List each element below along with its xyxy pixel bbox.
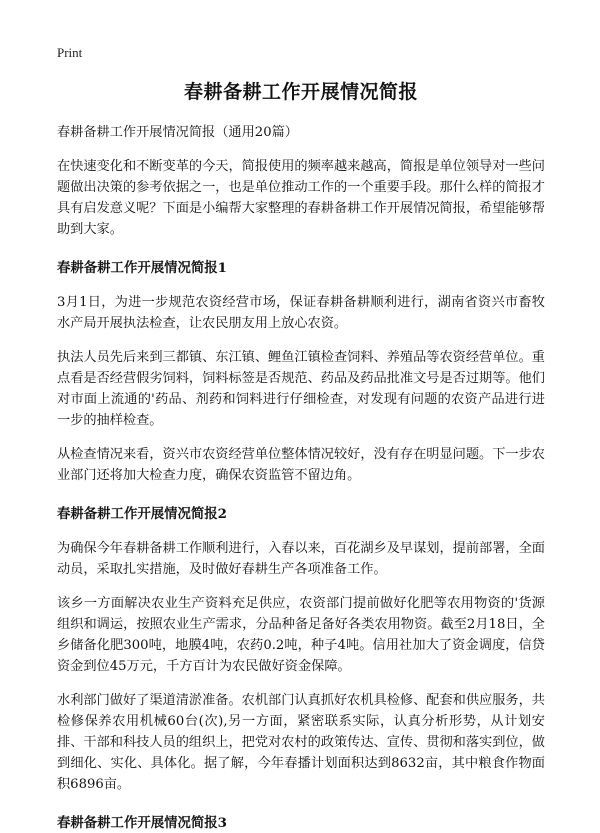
section-1-heading: 春耕备耕工作开展情况简报1 xyxy=(57,260,228,276)
page-title: 春耕备耕工作开展情况简报 xyxy=(183,81,418,103)
section-1-paragraph-2: 执法人员先后来到三都镇、东江镇、鲤鱼江镇检查饲料、养殖品等农资经营单位。重点看是否经营假劣饲料，饲料标签是否规范、药品及药品批准文号是否过期等。他们对市面上流通的'药品、剂药和饲料进行仔细检查，对发现有问题的农资产品进行进一步的抽样检查。 xyxy=(57,350,545,428)
intro-paragraph: 在快速变化和不断变革的今天，简报使用的频率越来越高，简报是单位领导对一些问题做出决策的参考依据之一，也是单位推动工作的一个重要手段。那什么样的简报才具有启发意义呢？下面是小编帮大家整理的春耕备耕工作开展情况简报，希望能够帮助到大家。 xyxy=(57,159,545,237)
section-1-paragraph-1: 3月1日，为进一步规范农资经营市场，保证春耕备耕顺利进行，湖南省资兴市畜牧水产局开展执法检查，让农民朋友用上放心农资。 xyxy=(57,295,545,331)
section-3-heading: 春耕备耕工作开展情况简报3 xyxy=(57,815,228,831)
section-2-paragraph-3: 水利部门做好了渠道清淤准备。农机部门认真抓好农机具检修、配套和供应服务，共检修保养农用机械60台(次),另一方面，紧密联系实际，认真分析形势，从计划安排、干部和科技人员的组织上，把党对农村的政策传达、宣传、贯彻和落实到位，做到细化、实化、具体化。据了解，今年春播计划面积达到8632亩，其中粮食作物面积6896亩。 xyxy=(57,693,545,792)
section-2-paragraph-2: 该乡一方面解决农业生产资料充足供应，农资部门提前做好化肥等农用物资的'货源组织和调运，按照农业生产需求，分品种备足备好各类农用物资。截至2月18日，全乡储备化肥300吨，地膜4吨，农药0.2吨，种子4吨。信用社加大了资金调度，信贷资金到位45万元，千方百计为农民做好资金保障。 xyxy=(57,596,545,674)
section-2-paragraph-1: 为确保今年春耕备耕工作顺利进行，入春以来，百花湖乡及早谋划，提前部署，全面动员，采取扎实措施，及时做好春耕生产各项准备工作。 xyxy=(57,541,545,577)
document-subtitle: 春耕备耕工作开展情况简报（通用20篇） xyxy=(57,125,298,140)
section-1-paragraph-3: 从检查情况来看，资兴市农资经营单位整体情况较好，没有存在明显问题。下一步农业部门还将加大检查力度，确保农资监管不留边角。 xyxy=(57,447,545,483)
section-2-heading: 春耕备耕工作开展情况简报2 xyxy=(57,506,228,522)
print-link[interactable]: Print xyxy=(57,45,83,60)
